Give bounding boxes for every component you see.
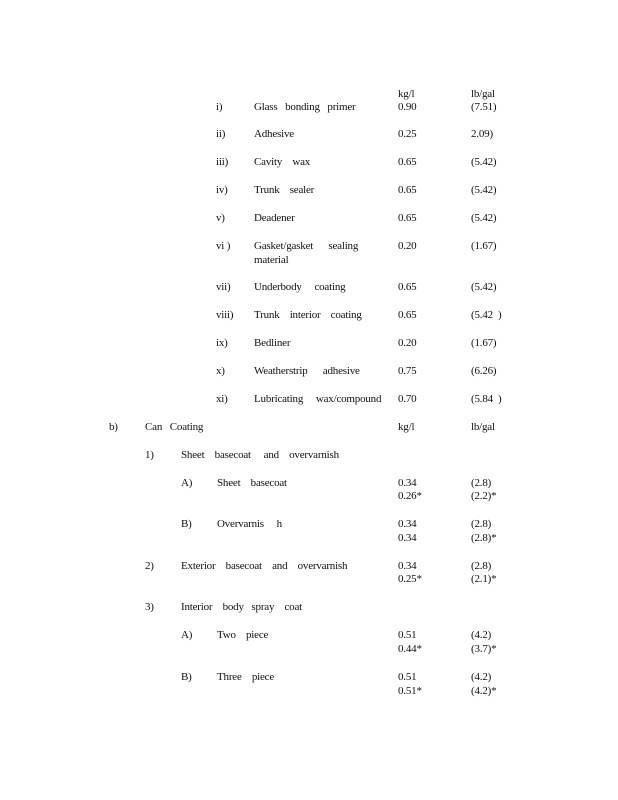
item-number: ix) xyxy=(216,337,228,349)
item-kg-value: 0.25 xyxy=(398,128,417,140)
item-label: Interior body spray coat xyxy=(181,601,302,613)
item-number: vi ) xyxy=(216,240,231,252)
item-number: ii) xyxy=(216,128,226,140)
item-lb-value: (5.42) xyxy=(471,281,497,293)
item-number: 2) xyxy=(145,560,154,572)
item-number: B) xyxy=(181,671,192,683)
item-kg-value-alt: 0.34 xyxy=(398,532,417,544)
kg-per-liter-header: kg/l xyxy=(398,88,415,100)
item-label: Cavity wax xyxy=(254,156,311,168)
item-kg-value: 0.34 xyxy=(398,560,417,572)
item-lb-value: (5.42) xyxy=(471,212,497,224)
item-number: 3) xyxy=(145,601,154,613)
item-lb-value-alt: (4.2)* xyxy=(471,685,497,697)
item-label: Trunk interior coating xyxy=(254,309,362,321)
kg-per-liter-header: kg/l xyxy=(398,421,415,433)
item-lb-value: (4.2) xyxy=(471,629,492,641)
item-label: Deadener xyxy=(254,212,295,224)
item-lb-value: (5.42 ) xyxy=(471,309,502,321)
item-label-continued: material xyxy=(254,254,289,266)
item-lb-value: (1.67) xyxy=(471,337,497,349)
item-kg-value: 0.65 xyxy=(398,156,417,168)
item-lb-value: (5.42) xyxy=(471,184,497,196)
item-lb-value-alt: (2.8)* xyxy=(471,532,497,544)
item-kg-value-alt: 0.26* xyxy=(398,490,422,502)
item-lb-value-alt: (3.7)* xyxy=(471,643,497,655)
item-number: v) xyxy=(216,212,225,224)
item-lb-value: (2.8) xyxy=(471,560,492,572)
item-label: Underbody coating xyxy=(254,281,346,293)
section-letter: b) xyxy=(109,421,118,433)
lb-per-gallon-header: lb/gal xyxy=(471,421,495,433)
item-kg-value: 0.65 xyxy=(398,281,417,293)
item-lb-value: (1.67) xyxy=(471,240,497,252)
item-kg-value: 0.65 xyxy=(398,184,417,196)
item-kg-value: 0.75 xyxy=(398,365,417,377)
item-number: iii) xyxy=(216,156,229,168)
item-lb-value: (4.2) xyxy=(471,671,492,683)
item-lb-value-alt: (2.2)* xyxy=(471,490,497,502)
item-kg-value: 0.34 xyxy=(398,518,417,530)
item-number: viii) xyxy=(216,309,234,321)
item-lb-value: (6.26) xyxy=(471,365,497,377)
item-kg-value: 0.20 xyxy=(398,337,417,349)
item-lb-value: (5.84 ) xyxy=(471,393,502,405)
item-label: Adhesive xyxy=(254,128,294,140)
item-kg-value: 0.34 xyxy=(398,477,417,489)
item-label: Overvarnis h xyxy=(217,518,282,530)
item-label: Lubricating wax/compound xyxy=(254,393,382,405)
item-lb-value: (2.8) xyxy=(471,477,492,489)
item-label: Weatherstrip adhesive xyxy=(254,365,360,377)
item-kg-value: 0.20 xyxy=(398,240,417,252)
item-label: Sheet basecoat and overvarnish xyxy=(181,449,339,461)
item-kg-value: 0.70 xyxy=(398,393,417,405)
item-kg-value-alt: 0.44* xyxy=(398,643,422,655)
item-label: Bedliner xyxy=(254,337,291,349)
item-kg-value: 0.65 xyxy=(398,212,417,224)
item-kg-value: 0.65 xyxy=(398,309,417,321)
item-label: Gasket/gasket sealing xyxy=(254,240,359,252)
item-label: Exterior basecoat and overvarnish xyxy=(181,560,348,572)
item-lb-value-alt: (2.1)* xyxy=(471,573,497,585)
item-number: A) xyxy=(181,477,193,489)
item-label: Trunk sealer xyxy=(254,184,315,196)
item-label: Glass bonding primer xyxy=(254,101,356,113)
item-label: Two piece xyxy=(217,629,269,641)
item-number: vii) xyxy=(216,281,231,293)
item-kg-value: 0.51 xyxy=(398,629,417,641)
lb-per-gallon-header: lb/gal xyxy=(471,88,495,100)
item-number: x) xyxy=(216,365,225,377)
item-kg-value-alt: 0.51* xyxy=(398,685,422,697)
section-title: Can Coating xyxy=(145,421,204,433)
item-kg-value: 0.90 xyxy=(398,101,417,113)
item-number: A) xyxy=(181,629,193,641)
item-kg-value-alt: 0.25* xyxy=(398,573,422,585)
item-number: xi) xyxy=(216,393,228,405)
item-number: i) xyxy=(216,101,223,113)
item-lb-value: (5.42) xyxy=(471,156,497,168)
item-lb-value: (7.51) xyxy=(471,101,497,113)
item-lb-value: (2.8) xyxy=(471,518,492,530)
item-label: Three piece xyxy=(217,671,275,683)
item-kg-value: 0.51 xyxy=(398,671,417,683)
item-number: 1) xyxy=(145,449,154,461)
item-number: iv) xyxy=(216,184,228,196)
item-number: B) xyxy=(181,518,192,530)
item-lb-value: 2.09) xyxy=(471,128,493,140)
item-label: Sheet basecoat xyxy=(217,477,287,489)
